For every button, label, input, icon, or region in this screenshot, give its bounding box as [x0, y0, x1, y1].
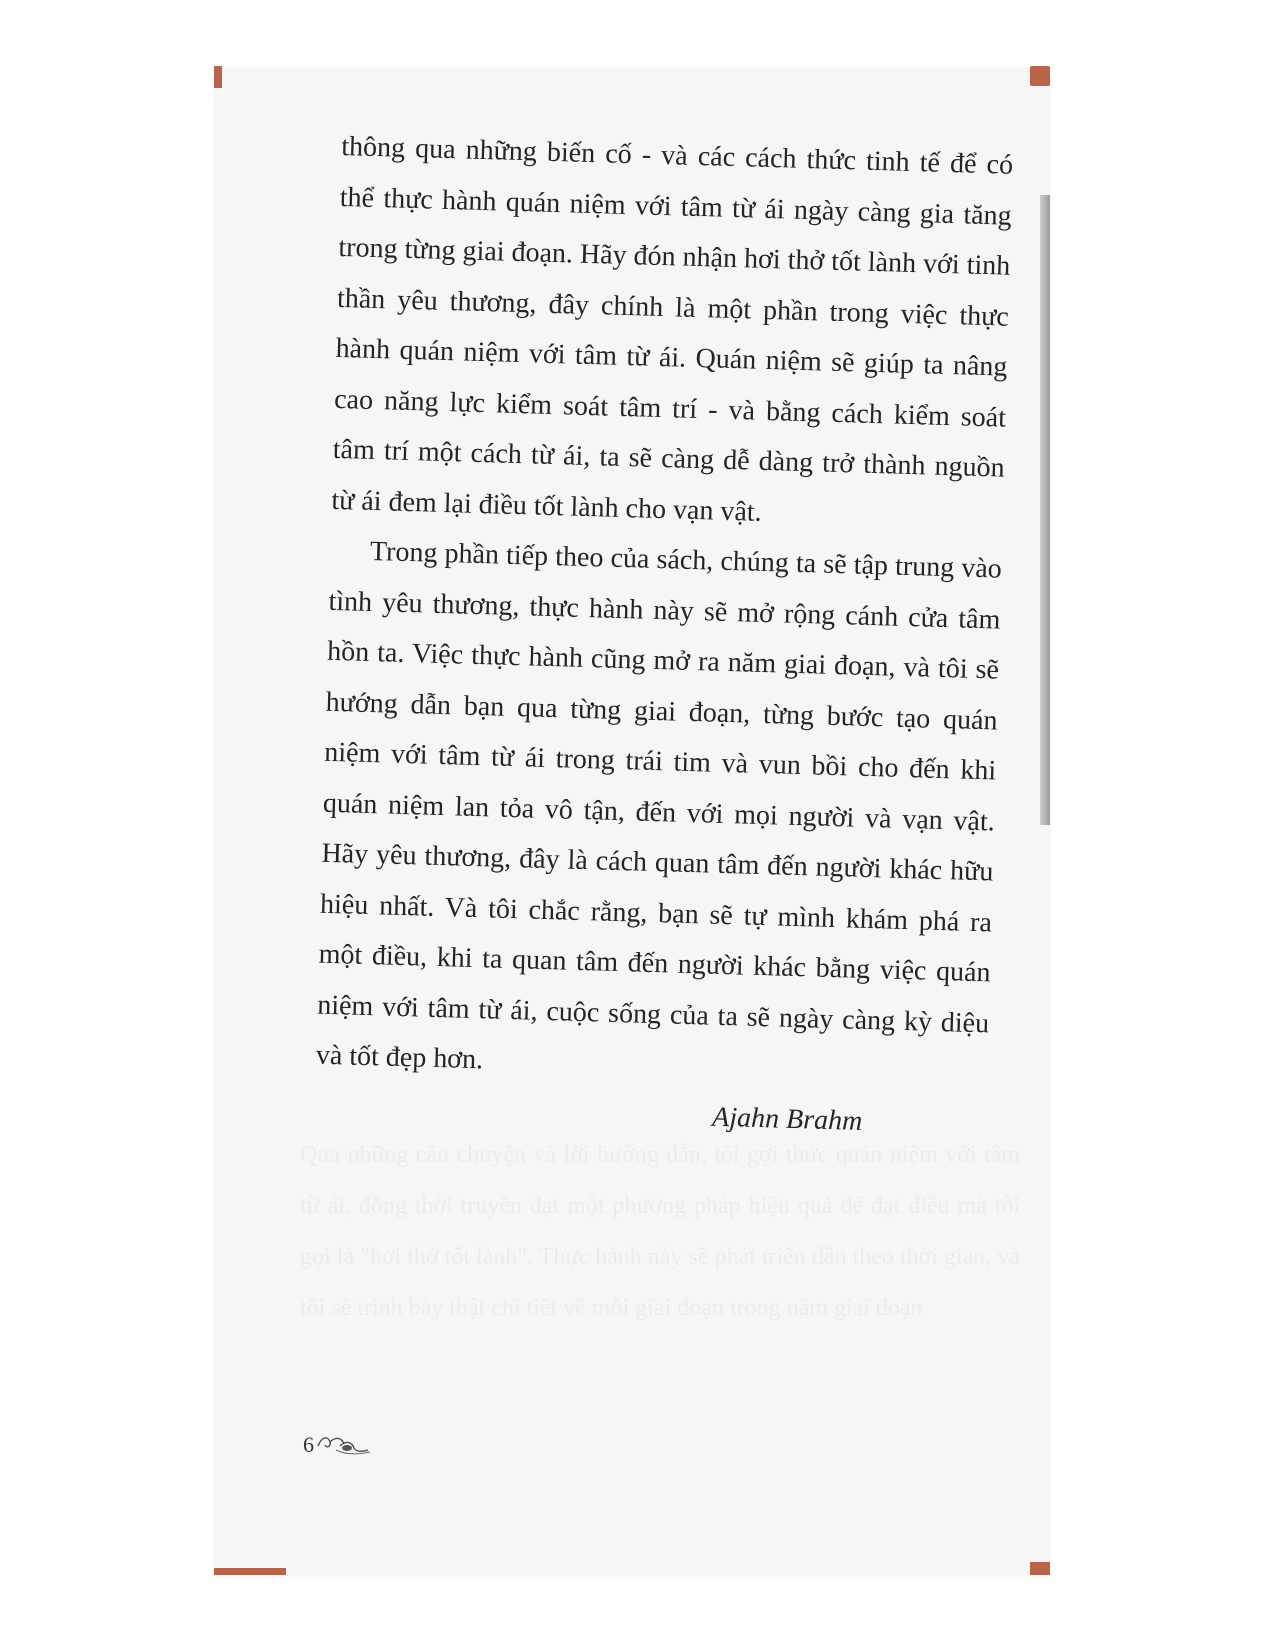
cover-corner-bottom-right	[1030, 1562, 1050, 1575]
paragraph-1: thông qua những biến cố - và các cách thức tinh tế để có thể thực hành quán niệm với tâm từ ái ngày càng gia tăng trong từng giai đoạn. Hãy đón nhận hơi thở tốt lành với tinh thần yêu thương, đây chính là một phần trong việc thực hành quán niệm với tâm từ ái. Quán niệm sẽ giúp ta nâng cao năng lực kiểm soát tâm trí - và bằng cách kiểm soát tâm trí một cách từ ái, ta sẽ càng dễ dàng trở thành nguồn từ ái đem lại điều tốt lành cho vạn vật.	[331, 130, 1014, 528]
body-text	[314, 122, 1014, 1150]
bleed-through-text: Qua những câu chuyện và lời hướng dẫn, tôi gợi thức quán niệm với tâm từ ái, đồng thời truyền đạt một phương pháp hiệu quả để đạt điều mà tôi gọi là "hơi thở tốt lành". Thực hành này sẽ phát triển dần theo thời gian, và tôi sẽ trình bày thật chi tiết về mỗi giai đoạn trong năm giai đoạn	[300, 1142, 1020, 1321]
page-number: 6	[303, 1432, 314, 1457]
flower-ornament-icon	[316, 1430, 372, 1458]
cover-corner-top-left	[214, 66, 222, 88]
cover-corner-top-right	[1030, 66, 1050, 86]
paragraph-2: Trong phần tiếp theo của sách, chúng ta sẽ tập trung vào tình yêu thương, thực hành này sẽ mở rộng cánh cửa tâm hồn ta. Việc thực hành cũng mở ra năm giai đoạn, và tôi sẽ hướng dẫn bạn qua từng giai đoạn, từng bước tạo quán niệm với tâm từ ái trong trái tim và vun bồi cho đến khi quán niệm lan tỏa vô tận, đến với mọi người và vạn vật. Hãy yêu thương, đây là cách quan tâm đến người khác hữu hiệu nhất. Và tôi chắc rằng, bạn sẽ tự mình khám phá ra một điều, khi ta quan tâm đến người khác bằng việc quán niệm với tâm từ ái, cuộc sống của ta sẽ ngày càng kỳ diệu và tốt đẹp hơn.	[315, 535, 1003, 1076]
spine-shadow	[1040, 195, 1050, 825]
author-signature: Ajahn Brahm	[711, 1101, 863, 1137]
cover-corner-bottom-left	[214, 1568, 286, 1575]
